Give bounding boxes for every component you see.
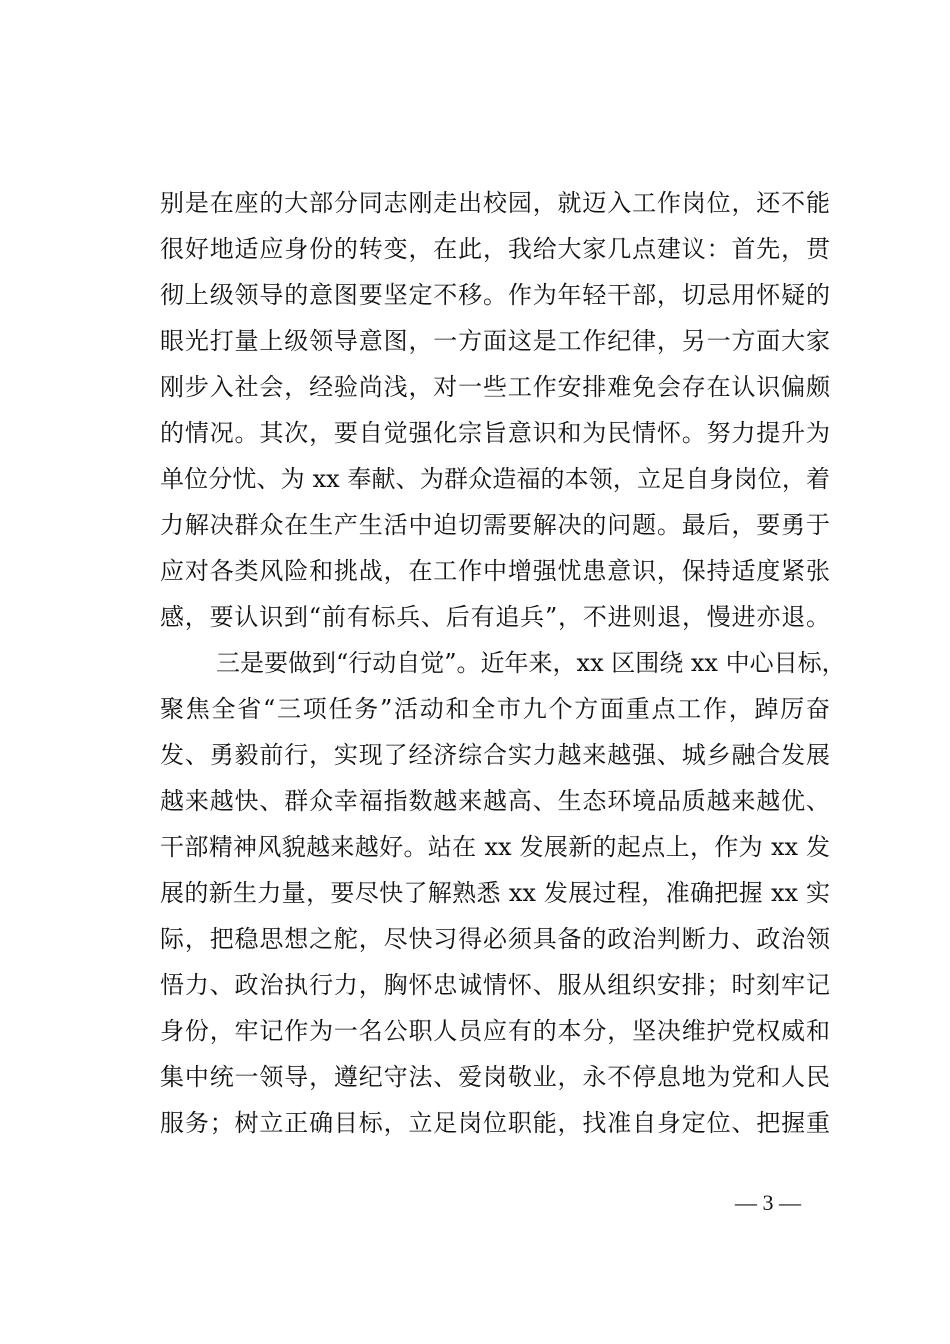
text-line: 力解决群众在生产生活中迫切需要解决的问题。最后，要勇于 [160,511,830,539]
text-line: 彻上级领导的意图要坚定不移。作为年轻干部，切忌用怀疑的 [160,281,830,309]
text-line: 越来越快、群众幸福指数越来越高、生态环境品质越来越优、 [160,787,830,815]
text-line: 很好地适应身份的转变，在此，我给大家几点建议：首先，贯 [160,235,830,263]
text-line: 悟力、政治执行力，胸怀忠诚情怀、服从组织安排；时刻牢记 [160,971,830,999]
paragraph-1 [160,180,830,640]
text-line: 干部精神风貌越来越好。站在 xx 发展新的起点上，作为 xx 发 [160,833,830,861]
text-line: 眼光打量上级领导意图，一方面这是工作纪律，另一方面大家 [160,327,830,355]
text-line: 三是要做到“行动自觉”。近年来，xx 区围绕 xx 中心目标， [216,649,846,677]
text-line: 展的新生力量，要尽快了解熟悉 xx 发展过程，准确把握 xx 实 [160,879,830,907]
page-number: — 3 — [735,1190,801,1215]
text-line: 服务；树立正确目标，立足岗位职能，找准自身定位、把握重 [160,1109,830,1137]
text-line: 聚焦全省“三项任务”活动和全市九个方面重点工作，踔厉奋 [160,695,830,723]
document-body [160,180,846,1146]
text-line: 发、勇毅前行，实现了经济综合实力越来越强、城乡融合发展 [160,741,830,769]
text-line: 感，要认识到“前有标兵、后有追兵”，不进则退，慢进亦退。 [160,603,830,631]
text-line: 身份，牢记作为一名公职人员应有的本分，坚决维护党权威和 [160,1017,830,1045]
text-line: 刚步入社会，经验尚浅，对一些工作安排难免会存在认识偏颇 [160,373,830,401]
text-line: 的情况。其次，要自觉强化宗旨意识和为民情怀。努力提升为 [160,419,830,447]
text-line: 集中统一领导，遵纪守法、爱岗敬业，永不停息地为党和人民 [160,1063,830,1091]
paragraph-2 [160,640,846,1146]
text-line: 应对各类风险和挑战，在工作中增强忧患意识，保持适度紧张 [160,557,830,585]
text-line: 别是在座的大部分同志刚走出校园，就迈入工作岗位，还不能 [160,189,830,217]
text-line: 单位分忧、为 xx 奉献、为群众造福的本领，立足自身岗位，着 [160,465,830,493]
text-line: 际，把稳思想之舵，尽快习得必须具备的政治判断力、政治领 [160,925,830,953]
